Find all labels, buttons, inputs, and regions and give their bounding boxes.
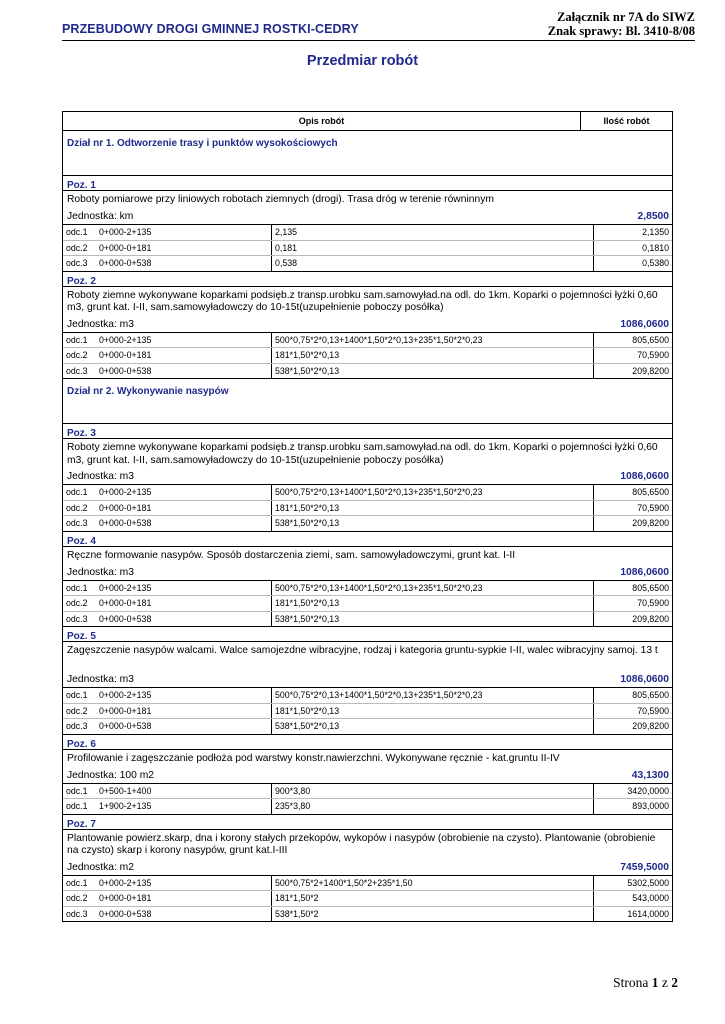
segment-cell (63, 485, 272, 500)
segment-range: 0+000-0+538 (99, 613, 152, 624)
quantity-value: 805,6500 (632, 487, 669, 497)
unit-label: Jednostka: m3 (67, 318, 134, 330)
segment-range: 0+000-0+181 (99, 705, 152, 716)
unit-label: Jednostka: m3 (67, 471, 134, 482)
position-number: Poz. 6 (63, 735, 672, 750)
segment-label: odc.2 (66, 242, 88, 253)
segment-range: 0+000-2+135 (99, 227, 152, 237)
position-number: Poz. 4 (63, 532, 672, 547)
segment-cell (63, 799, 272, 814)
segment-cell (63, 348, 272, 363)
segment-range: 0+000-0+181 (99, 350, 152, 360)
segment-label: odc.1 (66, 801, 88, 811)
quantity-row (63, 515, 672, 531)
unit-row (63, 470, 672, 485)
quantity-row (63, 500, 672, 516)
segment-range: 0+000-0+181 (99, 893, 152, 903)
calculation-formula: 900*3,80 (272, 784, 594, 799)
position-description: Plantowanie powierz.skarp, dna i korony stałych przekopów, wykopów i nasypów (obrobienie na czysto). Plantowanie (obrobienie na czysto) skarp i korony nasypów, grunt kat.I-III (67, 832, 656, 856)
calculation-formula: 235*3,80 (272, 799, 594, 814)
segment-range: 0+000-0+538 (99, 721, 152, 731)
position-block (63, 627, 672, 735)
col-header-description: Opis robót (63, 112, 581, 130)
position-block (63, 532, 672, 628)
header-divider (62, 40, 695, 41)
calculation-formula: 500*0,75*2+1400*1,50*2+235*1,50 (272, 876, 594, 891)
unit-label: Jednostka: m2 (67, 861, 134, 873)
of-word: z (661, 975, 668, 990)
segment-cell (63, 241, 272, 256)
quantity-value: 805,6500 (632, 582, 669, 593)
segment-cell (63, 581, 272, 596)
unit-total: 7459,5000 (620, 861, 669, 873)
position-description: Profilowanie i zagęszczanie podłoża pod warstwy konstr.nawierzchni. Wykonywane ręcznie - kat.gruntu II-IV (67, 752, 560, 764)
segment-cell (63, 704, 272, 719)
segment-range: 0+000-2+135 (99, 334, 152, 345)
quantity-row (63, 347, 672, 363)
segment-cell (63, 333, 272, 348)
segment-range: 1+900-2+135 (99, 801, 152, 811)
position-description: Roboty pomiarowe przy liniowych robotach ziemnych (drogi). Trasa dróg w terenie równinnym (67, 194, 494, 205)
quantity-row (63, 688, 672, 703)
quantity-value: 5302,5000 (627, 877, 669, 888)
quantity-row (63, 581, 672, 596)
segment-range: 0+500-1+400 (99, 785, 152, 796)
quantity-value: 1614,0000 (627, 908, 669, 919)
segment-range: 0+000-0+538 (99, 908, 152, 919)
calculation-formula: 0,538 (272, 256, 594, 271)
quantity-row (63, 595, 672, 611)
segment-label: odc.2 (66, 705, 88, 716)
segment-label: odc.1 (66, 582, 88, 593)
quantity-value: 70,5900 (637, 502, 669, 513)
segment-cell (63, 612, 272, 627)
section-header: Dział nr 1. Odtworzenie trasy i punktów wysokościowych (63, 131, 672, 176)
quantity-row (63, 611, 672, 627)
quantity-value: 893,0000 (632, 801, 669, 811)
segment-cell (63, 719, 272, 734)
quantity-row (63, 703, 672, 719)
position-number: Poz. 3 (63, 424, 672, 439)
segment-label: odc.1 (66, 487, 88, 497)
position-number: Poz. 5 (63, 627, 672, 642)
calculation-formula: 2,135 (272, 225, 594, 240)
position-number: Poz. 7 (63, 815, 672, 830)
calculation-formula: 500*0,75*2*0,13+1400*1,50*2*0,13+235*1,50*2*0,23 (272, 581, 594, 596)
calculation-formula: 181*1,50*2*0,13 (272, 501, 594, 516)
unit-label: Jednostka: m3 (67, 674, 134, 685)
unit-row (63, 769, 672, 784)
segment-range: 0+000-0+181 (99, 502, 152, 513)
table-header (63, 112, 672, 131)
segment-range: 0+000-0+181 (99, 242, 152, 253)
quantity-row (63, 485, 672, 500)
quantity-row (63, 718, 672, 734)
segment-range: 0+000-2+135 (99, 690, 152, 700)
unit-total: 2,8500 (637, 211, 669, 222)
segment-label: odc.1 (66, 877, 88, 888)
segment-range: 0+000-2+135 (99, 582, 152, 593)
unit-row (63, 673, 672, 688)
unit-total: 1086,0600 (620, 674, 669, 685)
attachment-label: Załącznik nr 7A do SIWZ (556, 10, 695, 24)
calculation-formula: 538*1,50*2*0,13 (272, 364, 594, 379)
segment-cell (63, 891, 272, 906)
unit-label: Jednostka: km (67, 211, 134, 222)
bill-of-quantities-table (62, 111, 673, 922)
segment-label: odc.3 (66, 908, 88, 919)
segment-label: odc.3 (66, 518, 88, 528)
quantity-row (63, 784, 672, 799)
position-description: Zagęszczenie nasypów walcami. Walce samojezdne wibracyjne, rodzaj i kategoria gruntu-sypkie I-II, walec wibracyjny samoj. 13 t (67, 645, 658, 656)
project-name: PRZEBUDOWY DROGI GMINNEJ ROSTKI-CEDRY (62, 22, 359, 36)
position-number: Poz. 2 (63, 272, 672, 287)
section-header: Dział nr 2. Wykonywanie nasypów (63, 379, 672, 424)
segment-range: 0+000-2+135 (99, 877, 152, 888)
calculation-formula: 181*1,50*2*0,13 (272, 704, 594, 719)
segment-label: odc.2 (66, 598, 88, 608)
segment-label: odc.1 (66, 785, 88, 796)
quantity-value: 2,1350 (642, 227, 669, 237)
segment-cell (63, 225, 272, 240)
segment-range: 0+000-0+181 (99, 598, 152, 608)
case-reference: Znak sprawy: Bl. 3410-8/08 (547, 24, 695, 38)
segment-label: odc.1 (66, 227, 88, 237)
quantity-row (63, 255, 672, 271)
quantity-value: 70,5900 (637, 705, 669, 716)
segment-cell (63, 907, 272, 922)
unit-label: Jednostka: 100 m2 (67, 769, 155, 781)
unit-row (63, 861, 672, 876)
quantity-row (63, 906, 672, 922)
quantity-value: 70,5900 (637, 350, 669, 360)
quantity-row (63, 333, 672, 348)
position-description: Roboty ziemne wykonywane koparkami podsięb.z transp.urobku sam.samowyład.na odl. do 1km. Koparki o pojemności łyżki 0,60 m3, grunt kat. I-II, sam.samowyładowczy do 10-15t(uzupełnienie poboczy posółka) (67, 289, 658, 313)
calculation-formula: 500*0,75*2*0,13+1400*1,50*2*0,13+235*1,50*2*0,23 (272, 485, 594, 500)
calculation-formula: 181*1,50*2 (272, 891, 594, 906)
segment-cell (63, 364, 272, 379)
segment-label: odc.2 (66, 350, 88, 360)
unit-total: 43,1300 (631, 769, 669, 781)
segment-label: odc.3 (66, 721, 88, 731)
position-number: Poz. 1 (63, 176, 672, 191)
unit-row (63, 318, 672, 333)
page-word: Strona (613, 975, 649, 990)
segment-label: odc.1 (66, 334, 88, 345)
segment-range: 0+000-0+538 (99, 365, 152, 376)
unit-total: 1086,0600 (620, 566, 669, 578)
quantity-row (63, 363, 672, 379)
segment-cell (63, 784, 272, 799)
segment-cell (63, 688, 272, 703)
segment-cell (63, 501, 272, 516)
quantity-value: 3420,0000 (627, 785, 669, 796)
segment-label: odc.3 (66, 365, 88, 376)
document-reference (548, 10, 695, 38)
calculation-formula: 500*0,75*2*0,13+1400*1,50*2*0,13+235*1,50*2*0,23 (272, 333, 594, 348)
quantity-row (63, 798, 672, 814)
quantity-value: 805,6500 (632, 334, 669, 345)
calculation-formula: 538*1,50*2*0,13 (272, 612, 594, 627)
page-number: 1 (651, 975, 659, 990)
quantity-value: 209,8200 (632, 721, 669, 731)
quantity-value: 543,0000 (632, 893, 669, 903)
position-block (63, 176, 672, 272)
calculation-formula: 538*1,50*2*0,13 (272, 719, 594, 734)
unit-total: 1086,0600 (620, 471, 669, 482)
segment-cell (63, 596, 272, 611)
segment-range: 0+000-0+538 (99, 518, 152, 528)
unit-row (63, 210, 672, 225)
segment-cell (63, 516, 272, 531)
segment-label: odc.2 (66, 893, 88, 903)
quantity-value: 805,6500 (632, 690, 669, 700)
calculation-formula: 181*1,50*2*0,13 (272, 348, 594, 363)
segment-label: odc.1 (66, 690, 88, 700)
quantity-value: 70,5900 (637, 598, 669, 608)
quantity-row (63, 890, 672, 906)
quantity-value: 0,5380 (642, 258, 669, 268)
segment-cell (63, 256, 272, 271)
page-footer (613, 975, 678, 991)
calculation-formula: 538*1,50*2*0,13 (272, 516, 594, 531)
segment-range: 0+000-0+538 (99, 258, 152, 268)
quantity-value: 209,8200 (632, 518, 669, 528)
calculation-formula: 181*1,50*2*0,13 (272, 596, 594, 611)
quantity-value: 209,8200 (632, 613, 669, 624)
quantity-row (63, 876, 672, 891)
position-description: Ręczne formowanie nasypów. Sposób dostarczenia ziemi, sam. samowyładowczymi, grunt kat. I-II (67, 549, 516, 561)
unit-total: 1086,0600 (620, 318, 669, 330)
quantity-value: 0,1810 (642, 242, 669, 253)
quantity-row (63, 240, 672, 256)
position-block (63, 272, 672, 380)
unit-row (63, 566, 672, 581)
position-description: Roboty ziemne wykonywane koparkami podsięb.z transp.urobku sam.samowyład.na odl. do 1km. Koparki o pojemności łyżki 0,60 m3, grunt kat. I-II, sam.samowyładowczy do 10-15t(uzupełnienie poboczy posółka) (67, 442, 658, 466)
position-block (63, 424, 672, 532)
segment-range: 0+000-2+135 (99, 487, 152, 497)
segment-cell (63, 876, 272, 891)
segment-label: odc.3 (66, 258, 88, 268)
calculation-formula: 0,181 (272, 241, 594, 256)
quantity-value: 209,8200 (632, 365, 669, 376)
col-header-quantity: Ilość robót (603, 116, 650, 126)
unit-label: Jednostka: m3 (67, 566, 134, 578)
calculation-formula: 538*1,50*2 (272, 907, 594, 922)
segment-label: odc.2 (66, 502, 88, 513)
position-block (63, 735, 672, 815)
segment-label: odc.3 (66, 613, 88, 624)
position-block (63, 815, 672, 923)
calculation-formula: 500*0,75*2*0,13+1400*1,50*2*0,13+235*1,50*2*0,23 (272, 688, 594, 703)
page-total: 2 (671, 975, 678, 990)
quantity-row (63, 225, 672, 240)
page-title: Przedmiar robót (306, 53, 419, 69)
